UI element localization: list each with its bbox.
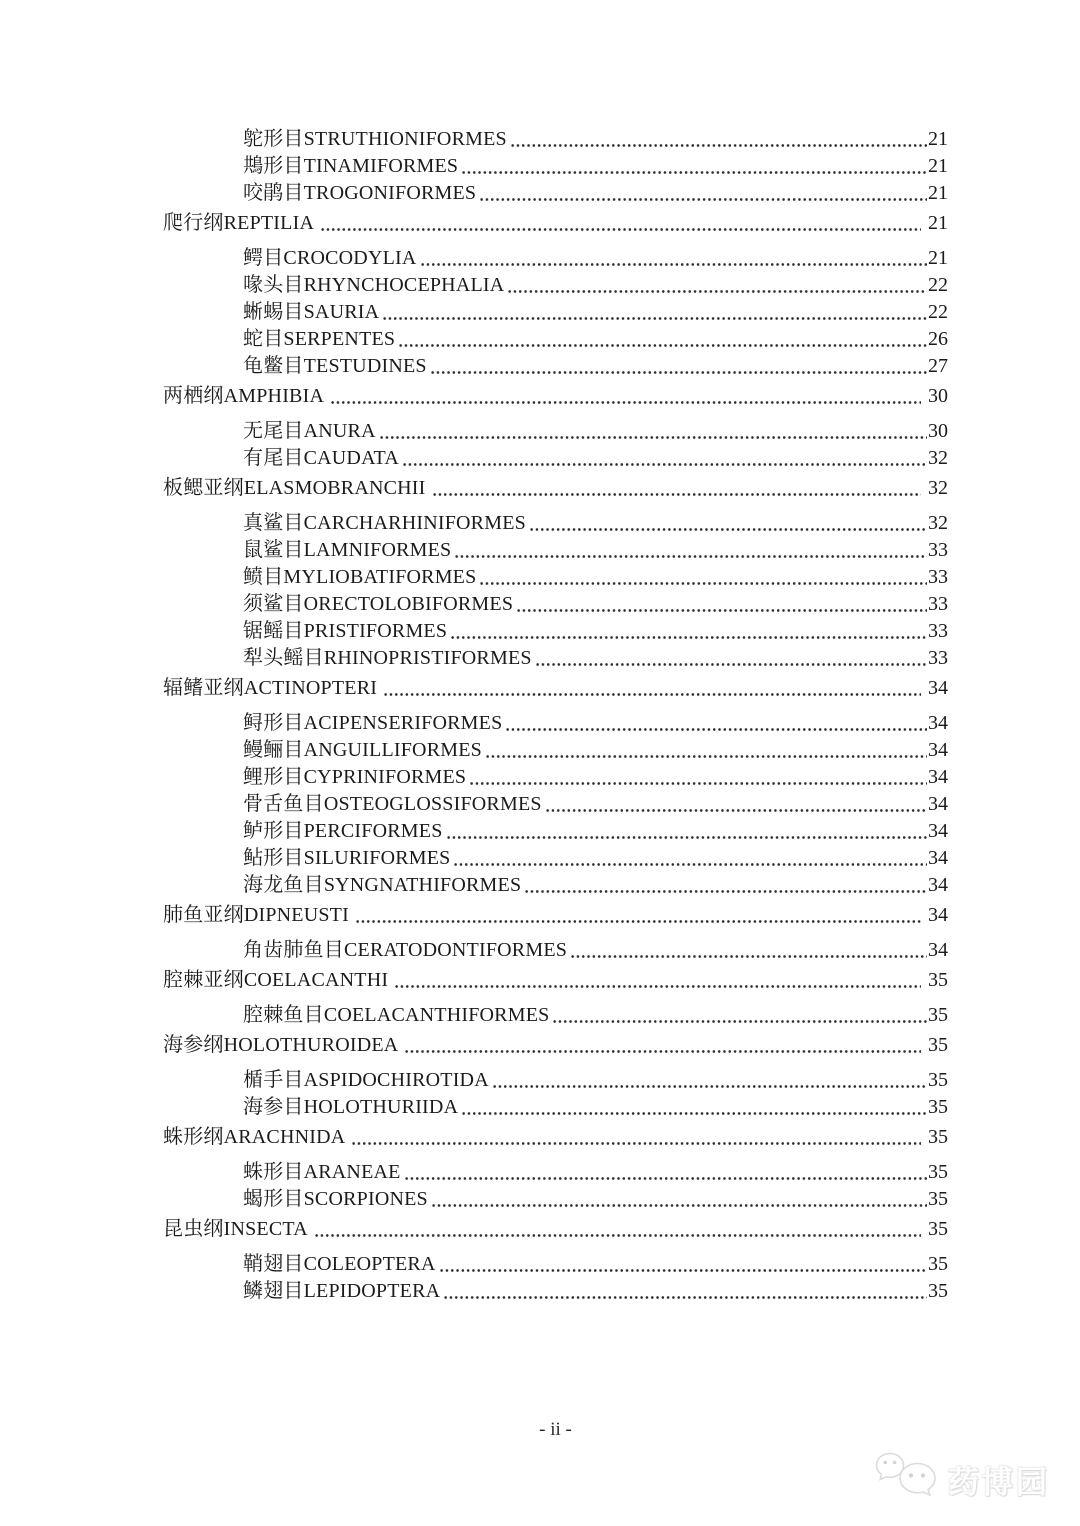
toc-entry-latin: TINAMIFORMES bbox=[303, 155, 459, 177]
toc-entry-latin: INSECTA bbox=[223, 1218, 308, 1240]
toc-entry[interactable] bbox=[163, 1251, 948, 1278]
toc-entry-chinese: 辐鳍亚纲 bbox=[163, 677, 244, 699]
toc-page-number: 34 bbox=[928, 739, 948, 761]
toc-entry-latin: SERPENTES bbox=[283, 328, 396, 350]
toc-page-number: 22 bbox=[928, 301, 948, 323]
toc-entry-latin: CROCODYLIA bbox=[283, 247, 417, 269]
dot-leader bbox=[524, 872, 927, 899]
dot-leader bbox=[431, 1186, 927, 1213]
toc-entry-latin: ASPIDOCHIROTIDA bbox=[303, 1069, 489, 1091]
wechat-icon bbox=[875, 1450, 939, 1509]
toc-entry-latin: LEPIDOPTERA bbox=[303, 1280, 441, 1302]
toc-page-number: 32 bbox=[928, 512, 948, 534]
toc-entry-chinese: 腔棘亚纲 bbox=[163, 969, 244, 991]
toc-entry-label bbox=[243, 872, 521, 899]
toc-entry[interactable] bbox=[163, 872, 948, 899]
toc-entry-latin: RHYNCHOCEPHALIA bbox=[303, 274, 505, 296]
toc-entry-label bbox=[243, 1002, 549, 1029]
toc-entry-label bbox=[163, 675, 377, 702]
toc-page-number: 30 bbox=[928, 385, 948, 407]
toc-entry[interactable] bbox=[163, 845, 948, 872]
dot-leader bbox=[454, 537, 927, 564]
toc-entry-chinese: 鼠鲨目 bbox=[243, 539, 304, 561]
toc-entry[interactable] bbox=[163, 710, 948, 737]
toc-entry-chinese: 鲼目 bbox=[243, 566, 284, 588]
toc-entry-label bbox=[243, 1067, 489, 1094]
toc-entry-chinese: 有尾目 bbox=[243, 447, 304, 469]
dot-leader bbox=[453, 845, 927, 872]
toc-entry-latin: LAMNIFORMES bbox=[303, 539, 452, 561]
toc-entry-latin: COLEOPTERA bbox=[303, 1253, 436, 1275]
dot-leader bbox=[420, 245, 927, 272]
toc-entry-chinese: 蝎形目 bbox=[243, 1188, 304, 1210]
toc-entry-latin: CAUDATA bbox=[303, 447, 399, 469]
toc-entry-chinese: 两栖纲 bbox=[163, 385, 224, 407]
dot-leader bbox=[355, 902, 921, 929]
toc-entry-label bbox=[243, 180, 476, 207]
toc-entry-chinese: 犁头鳐目 bbox=[243, 647, 324, 669]
toc-entry-latin: SYNGNATHIFORMES bbox=[323, 874, 522, 896]
toc-entry-label bbox=[243, 591, 513, 618]
toc-entry-chinese: 海参纲 bbox=[163, 1034, 224, 1056]
dot-leader bbox=[485, 737, 927, 764]
toc-page-number: 34 bbox=[928, 939, 948, 961]
toc-entry-latin: MYLIOBATIFORMES bbox=[283, 566, 477, 588]
toc-page-number: 35 bbox=[928, 1188, 948, 1210]
toc-entry-label bbox=[163, 1032, 398, 1059]
toc-page-number: 35 bbox=[928, 1004, 948, 1026]
watermark bbox=[875, 1450, 1050, 1509]
toc-page-number: 34 bbox=[928, 820, 948, 842]
toc-entry-chinese: 蛇目 bbox=[243, 328, 284, 350]
dot-leader bbox=[469, 764, 927, 791]
dot-leader bbox=[479, 564, 927, 591]
toc-page-number: 35 bbox=[928, 969, 948, 991]
toc-entry-label bbox=[243, 1278, 440, 1305]
toc-entry[interactable] bbox=[163, 126, 948, 153]
toc-entry-latin: SILURIFORMES bbox=[303, 847, 451, 869]
toc-entry-chinese: 腔棘鱼目 bbox=[243, 1004, 324, 1026]
dot-leader bbox=[404, 1159, 927, 1186]
toc-page-number: 35 bbox=[928, 1218, 948, 1240]
toc-entry-label bbox=[243, 1159, 401, 1186]
toc-entry-latin: COELACANTHI bbox=[243, 969, 389, 991]
toc-entry-chinese: 鳗鲡目 bbox=[243, 739, 304, 761]
toc-entry-latin: SCORPIONES bbox=[303, 1188, 428, 1210]
toc-entry-label bbox=[243, 1094, 458, 1121]
toc-entry-latin: OSTEOGLOSSIFORMES bbox=[323, 793, 542, 815]
toc-entry[interactable] bbox=[163, 537, 948, 564]
toc-entry[interactable] bbox=[163, 818, 948, 845]
toc-entry[interactable] bbox=[163, 764, 948, 791]
toc-entry-latin: PERCIFORMES bbox=[303, 820, 443, 842]
dot-leader bbox=[510, 126, 927, 153]
toc-entry-latin: CERATODONTIFORMES bbox=[344, 939, 568, 961]
dot-leader bbox=[351, 1124, 921, 1151]
page-number-footer: - ii - bbox=[539, 1419, 572, 1440]
toc-entry-chinese: 昆虫纲 bbox=[163, 1218, 224, 1240]
toc-entry-chinese: 喙头目 bbox=[243, 274, 304, 296]
toc-entry-latin: REPTILIA bbox=[223, 212, 315, 234]
dot-leader bbox=[461, 153, 927, 180]
toc-entry-latin: ORECTOLOBIFORMES bbox=[303, 593, 514, 615]
toc-page-number: 30 bbox=[928, 420, 948, 442]
toc-page-number: 21 bbox=[928, 128, 948, 150]
toc-entry[interactable] bbox=[163, 645, 948, 672]
toc-entry-label bbox=[243, 845, 450, 872]
dot-leader bbox=[479, 180, 927, 207]
toc-entry-chinese: 鳄目 bbox=[243, 247, 284, 269]
toc-entry-chinese: 海参目 bbox=[243, 1096, 304, 1118]
toc-entry-chinese: 蛛形纲 bbox=[163, 1126, 224, 1148]
toc-entry-latin: SAURIA bbox=[303, 301, 380, 323]
dot-leader bbox=[529, 510, 927, 537]
toc-entry[interactable] bbox=[163, 1032, 948, 1059]
dot-leader bbox=[383, 675, 921, 702]
toc-entry-chinese: 鸵形目 bbox=[243, 128, 304, 150]
dot-leader bbox=[507, 272, 927, 299]
toc-page-number: 32 bbox=[928, 477, 948, 499]
dot-leader bbox=[398, 326, 927, 353]
toc-entry-label bbox=[243, 645, 532, 672]
toc-entry-chinese: 鲈形目 bbox=[243, 820, 304, 842]
toc-entry-latin: HOLOTHUROIDEA bbox=[223, 1034, 399, 1056]
toc-entry[interactable] bbox=[163, 618, 948, 645]
toc-page-number: 34 bbox=[928, 766, 948, 788]
toc-entry-chinese: 锯鳐目 bbox=[243, 620, 304, 642]
toc-entry-latin: AMPHIBIA bbox=[223, 385, 325, 407]
toc-entry[interactable] bbox=[163, 591, 948, 618]
toc-page-number: 34 bbox=[928, 712, 948, 734]
dot-leader bbox=[505, 710, 927, 737]
toc-entry[interactable] bbox=[163, 1002, 948, 1029]
toc-page-number: 35 bbox=[928, 1126, 948, 1148]
toc-entry[interactable] bbox=[163, 1278, 948, 1305]
toc-entry-label bbox=[163, 210, 314, 237]
watermark-text: 药博园 bbox=[948, 1465, 1050, 1500]
toc-entry[interactable] bbox=[163, 445, 948, 472]
dot-leader bbox=[432, 475, 921, 502]
toc-entry-latin: ACIPENSERIFORMES bbox=[303, 712, 503, 734]
toc-entry-latin: CARCHARHINIFORMES bbox=[303, 512, 526, 534]
toc-entry-label bbox=[243, 564, 476, 591]
dot-leader bbox=[402, 445, 927, 472]
toc-entry-chinese: 须鲨目 bbox=[243, 593, 304, 615]
toc-page-number: 34 bbox=[928, 847, 948, 869]
toc-entry-label bbox=[243, 1251, 436, 1278]
toc-entry-label bbox=[163, 1124, 345, 1151]
toc-entry-chinese: 鳞翅目 bbox=[243, 1280, 304, 1302]
dot-leader bbox=[394, 967, 921, 994]
toc-entry-label bbox=[243, 353, 427, 380]
toc-entry-chinese: 龟鳖目 bbox=[243, 355, 304, 377]
toc-entry[interactable] bbox=[163, 475, 948, 502]
toc-page-number: 21 bbox=[928, 155, 948, 177]
dot-leader bbox=[439, 1251, 927, 1278]
toc-entry-label bbox=[243, 764, 466, 791]
toc-entry-label bbox=[163, 475, 426, 502]
toc-entry-label bbox=[243, 153, 458, 180]
toc-entry-chinese: 真鲨目 bbox=[243, 512, 304, 534]
toc-entry-label bbox=[243, 737, 482, 764]
toc-entry-latin: ARANEAE bbox=[303, 1161, 401, 1183]
dot-leader bbox=[446, 818, 927, 845]
toc-page-number: 33 bbox=[928, 620, 948, 642]
toc-entry[interactable] bbox=[163, 1067, 948, 1094]
toc-entry-label bbox=[163, 967, 388, 994]
toc-entry-chinese: 鲇形目 bbox=[243, 847, 304, 869]
toc-entry-label bbox=[243, 245, 417, 272]
dot-leader bbox=[443, 1278, 927, 1305]
toc-entry[interactable] bbox=[163, 902, 948, 929]
toc-entry-chinese: 䳍形目 bbox=[243, 155, 304, 177]
toc-page-number: 27 bbox=[928, 355, 948, 377]
toc-entry-label bbox=[243, 510, 526, 537]
toc-entry-label bbox=[163, 902, 349, 929]
toc-entry-latin: TROGONIFORMES bbox=[303, 182, 477, 204]
toc-entry-chinese: 角齿肺鱼目 bbox=[243, 939, 344, 961]
toc-page-number: 35 bbox=[928, 1253, 948, 1275]
toc-entry-chinese: 咬鹃目 bbox=[243, 182, 304, 204]
dot-leader bbox=[404, 1032, 921, 1059]
toc-entry-label bbox=[243, 710, 502, 737]
toc-page-number: 21 bbox=[928, 182, 948, 204]
toc-entry[interactable] bbox=[163, 299, 948, 326]
toc-page-number: 34 bbox=[928, 874, 948, 896]
toc-page-number: 35 bbox=[928, 1280, 948, 1302]
toc-entry[interactable] bbox=[163, 1186, 948, 1213]
toc-entry-chinese: 肺鱼亚纲 bbox=[163, 904, 244, 926]
toc-entry-chinese: 楯手目 bbox=[243, 1069, 304, 1091]
toc-entry-latin: ANURA bbox=[303, 420, 376, 442]
toc-entry[interactable] bbox=[163, 153, 948, 180]
toc-page-number: 22 bbox=[928, 274, 948, 296]
dot-leader bbox=[552, 1002, 927, 1029]
toc-entry-label bbox=[163, 383, 324, 410]
toc-page-number: 21 bbox=[928, 247, 948, 269]
toc-entry-chinese: 鲤形目 bbox=[243, 766, 304, 788]
toc-entry[interactable] bbox=[163, 510, 948, 537]
toc-entry[interactable] bbox=[163, 737, 948, 764]
toc-entry-latin: PRISTIFORMES bbox=[303, 620, 448, 642]
toc-entry-label bbox=[243, 299, 379, 326]
toc-page-number: 34 bbox=[928, 677, 948, 699]
toc-page-number: 33 bbox=[928, 647, 948, 669]
toc-page-number: 35 bbox=[928, 1034, 948, 1056]
toc-page-number: 35 bbox=[928, 1161, 948, 1183]
toc-entry-chinese: 海龙鱼目 bbox=[243, 874, 324, 896]
dot-leader bbox=[320, 210, 921, 237]
toc-entry-latin: TESTUDINES bbox=[303, 355, 427, 377]
dot-leader bbox=[430, 353, 927, 380]
dot-leader bbox=[314, 1216, 921, 1243]
dot-leader bbox=[516, 591, 927, 618]
toc-page-number: 35 bbox=[928, 1069, 948, 1091]
toc-entry[interactable] bbox=[163, 326, 948, 353]
dot-leader bbox=[545, 791, 927, 818]
table-of-contents bbox=[163, 126, 948, 1305]
toc-entry-latin: ARACHNIDA bbox=[223, 1126, 346, 1148]
toc-entry[interactable] bbox=[163, 210, 948, 237]
toc-entry-latin: ACTINOPTERI bbox=[243, 677, 378, 699]
toc-entry-chinese: 爬行纲 bbox=[163, 212, 224, 234]
toc-page-number: 35 bbox=[928, 1096, 948, 1118]
toc-entry-label bbox=[163, 1216, 308, 1243]
toc-entry-chinese: 蛛形目 bbox=[243, 1161, 304, 1183]
toc-page-number: 32 bbox=[928, 447, 948, 469]
toc-entry-label bbox=[243, 818, 443, 845]
toc-entry[interactable] bbox=[163, 245, 948, 272]
toc-entry-chinese: 鞘翅目 bbox=[243, 1253, 304, 1275]
dot-leader bbox=[461, 1094, 927, 1121]
toc-entry-latin: COELACANTHIFORMES bbox=[323, 1004, 550, 1026]
dot-leader bbox=[379, 418, 927, 445]
toc-entry[interactable] bbox=[163, 967, 948, 994]
toc-entry-label bbox=[243, 618, 447, 645]
dot-leader bbox=[535, 645, 927, 672]
toc-page-number: 34 bbox=[928, 793, 948, 815]
toc-entry-chinese: 无尾目 bbox=[243, 420, 304, 442]
toc-entry-latin: HOLOTHURIIDA bbox=[303, 1096, 459, 1118]
toc-entry[interactable] bbox=[163, 418, 948, 445]
toc-entry-label bbox=[243, 126, 507, 153]
toc-entry-latin: DIPNEUSTI bbox=[243, 904, 349, 926]
toc-page-number: 33 bbox=[928, 539, 948, 561]
toc-page-number: 33 bbox=[928, 566, 948, 588]
toc-entry[interactable] bbox=[163, 1094, 948, 1121]
toc-entry[interactable] bbox=[163, 564, 948, 591]
toc-entry-label bbox=[243, 418, 376, 445]
toc-entry[interactable] bbox=[163, 272, 948, 299]
dot-leader bbox=[570, 937, 927, 964]
dot-leader bbox=[492, 1067, 927, 1094]
toc-entry[interactable] bbox=[163, 791, 948, 818]
toc-entry-latin: STRUTHIONIFORMES bbox=[303, 128, 507, 150]
toc-entry[interactable] bbox=[163, 1159, 948, 1186]
toc-entry-label bbox=[243, 445, 399, 472]
toc-entry-latin: CYPRINIFORMES bbox=[303, 766, 467, 788]
toc-entry-label bbox=[243, 537, 451, 564]
dot-leader bbox=[450, 618, 927, 645]
toc-entry-label bbox=[243, 1186, 428, 1213]
toc-entry[interactable] bbox=[163, 937, 948, 964]
toc-entry-latin: RHINOPRISTIFORMES bbox=[323, 647, 532, 669]
toc-entry-chinese: 鲟形目 bbox=[243, 712, 304, 734]
toc-page-number: 21 bbox=[928, 212, 948, 234]
toc-entry[interactable] bbox=[163, 675, 948, 702]
toc-page-number: 34 bbox=[928, 904, 948, 926]
toc-entry-label bbox=[243, 326, 395, 353]
toc-page-number: 33 bbox=[928, 593, 948, 615]
toc-entry[interactable] bbox=[163, 383, 948, 410]
toc-entry[interactable] bbox=[163, 353, 948, 380]
toc-page-number: 26 bbox=[928, 328, 948, 350]
toc-entry-chinese: 板鳃亚纲 bbox=[163, 477, 244, 499]
toc-entry[interactable] bbox=[163, 180, 948, 207]
toc-entry-label bbox=[243, 937, 567, 964]
toc-entry-latin: ANGUILLIFORMES bbox=[303, 739, 482, 761]
toc-entry-label bbox=[243, 791, 542, 818]
toc-entry-latin: ELASMOBRANCHII bbox=[243, 477, 426, 499]
toc-entry-chinese: 骨舌鱼目 bbox=[243, 793, 324, 815]
toc-entry-label bbox=[243, 272, 504, 299]
toc-entry[interactable] bbox=[163, 1216, 948, 1243]
toc-entry[interactable] bbox=[163, 1124, 948, 1151]
dot-leader bbox=[330, 383, 921, 410]
dot-leader bbox=[382, 299, 927, 326]
toc-entry-chinese: 蜥蜴目 bbox=[243, 301, 304, 323]
